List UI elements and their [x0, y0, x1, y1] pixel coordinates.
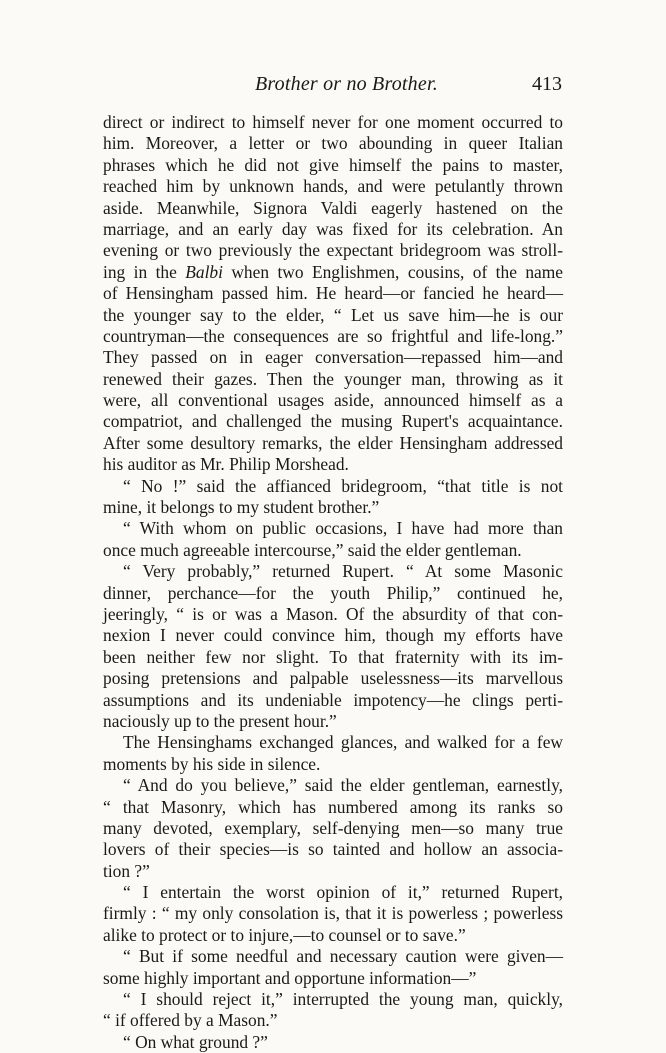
text-line: The Hensinghams exchanged glances, and walked for a few	[123, 732, 563, 753]
text-line: “ Very probably,” returned Rupert. “ At some Masonic	[123, 561, 563, 582]
page-header	[0, 73, 666, 99]
text-line: been neither few nor slight. To that fraternity with its im-	[103, 646, 563, 667]
running-title: Brother or no Brother.	[255, 73, 438, 95]
text-line: ing in the Balbi when two Englishmen, cousins, of the name	[103, 261, 563, 282]
text-line: posing pretensions and palpable uselessness—its marvellous	[103, 668, 563, 689]
text-line: of Hensingham passed him. He heard—or fancied he heard—	[103, 283, 563, 304]
text-line: the younger say to the elder, “ Let us save him—he is our	[103, 304, 563, 325]
text-line: direct or indirect to himself never for one moment occurred to	[103, 112, 563, 132]
text-line: marriage, and an early day was fixed for its celebration. An	[103, 218, 563, 239]
text-line: renewed their gazes. Then the younger man, throwing as it	[103, 368, 563, 389]
text-line: once much agreeable intercourse,” said the elder gentleman.	[103, 539, 522, 560]
italic-word: Balbi	[185, 261, 223, 282]
body-text	[103, 112, 563, 1053]
text-line: “ I entertain the worst opinion of it,” returned Rupert,	[123, 882, 563, 903]
text-line: tion ?”	[103, 860, 150, 881]
text-line: nexion I never could convince him, though my efforts have	[103, 625, 563, 646]
text-line: firmly : “ my only consolation is, that it is powerless ; powerless	[103, 903, 563, 924]
text-line: phrases which he did not give himself the pains to master,	[103, 154, 563, 175]
text-line: him. Moreover, a letter or two abounding in queer Italian	[103, 133, 563, 154]
text-line: “ On what ground ?”	[123, 1031, 268, 1052]
text-line: mine, it belongs to my student brother.”	[103, 497, 380, 518]
text-line: countryman—the consequences are so frightful and life-long.”	[103, 325, 563, 346]
text-line: assumptions and its undeniable impotency—he clings perti-	[103, 689, 563, 710]
text-line: They passed on in eager conversation—repassed him—and	[103, 347, 563, 368]
text-line: “ I should reject it,” interrupted the young man, quickly,	[123, 989, 563, 1010]
text-line: were, all conventional usages aside, announced himself as a	[103, 390, 563, 411]
text-line: alike to protect or to injure,—to counsel or to save.”	[103, 924, 466, 945]
page-number: 413	[532, 73, 562, 95]
text-line: his auditor as Mr. Philip Morshead.	[103, 454, 349, 475]
text-line: “ But if some needful and necessary caution were given—	[123, 946, 563, 967]
text-line: moments by his side in silence.	[103, 753, 321, 774]
text-line: reached him by unknown hands, and were petulantly thrown	[103, 176, 563, 197]
text-line: naciously up to the present hour.”	[103, 710, 337, 731]
text-line: lovers of their species—is so tainted and hollow an associa-	[103, 839, 563, 860]
text-line: “ With whom on public occasions, I have had more than	[123, 518, 563, 539]
text-line: compatriot, and challenged the musing Rupert's acquaintance.	[103, 411, 563, 432]
text-line: jeeringly, “ is or was a Mason. Of the absurdity of that con-	[103, 603, 563, 624]
text-line: evening or two previously the expectant bridegroom was stroll-	[103, 240, 563, 261]
text-line: “ No !” said the affianced bridegroom, “that title is not	[123, 475, 563, 496]
text-line: “ And do you believe,” said the elder gentleman, earnestly,	[123, 775, 563, 796]
text-line: After some desultory remarks, the elder Hensingham addressed	[103, 432, 563, 453]
text-line: many devoted, exemplary, self-denying men—so many true	[103, 817, 563, 838]
text-line: “ that Masonry, which has numbered among its ranks so	[103, 796, 563, 817]
text-line: aside. Meanwhile, Signora Valdi eagerly hastened on the	[103, 197, 563, 218]
text-line: dinner, perchance—for the youth Philip,” continued he,	[103, 582, 563, 603]
text-line: “ if offered by a Mason.”	[103, 1010, 278, 1031]
text-line: some highly important and opportune information—”	[103, 967, 477, 988]
